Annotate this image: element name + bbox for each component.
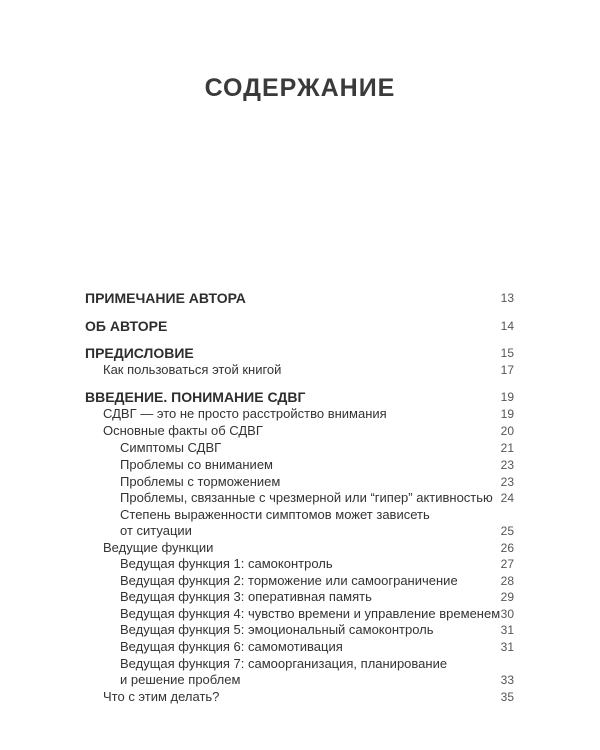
toc-entry-page: 28 xyxy=(500,574,514,588)
toc-entry-page: 26 xyxy=(500,541,514,555)
toc-entry-label: Степень выраженности симптомов может зависеть xyxy=(120,507,430,522)
toc-entry-page: 14 xyxy=(500,319,514,333)
toc-entry-label: Ведущие функции xyxy=(103,540,214,555)
toc-entry-how-to-use[interactable] xyxy=(0,360,600,380)
toc-entry-label: Ведущая функция 7: самоорганизация, планирование xyxy=(120,656,448,671)
toc-entry-label: Ведущая функция 3: оперативная память xyxy=(120,589,372,604)
toc-entry-page: 21 xyxy=(500,441,514,455)
toc-entry-label: Ведущая функция 6: самомотивация xyxy=(120,639,343,654)
toc-entry-label: ПРИМЕЧАНИЕ АВТОРА xyxy=(85,290,246,306)
toc-entry-authors-note[interactable] xyxy=(0,288,600,308)
toc-entry-label: ВВЕДЕНИЕ. ПОНИМАНИЕ СДВГ xyxy=(85,389,306,405)
toc-entry-label: Проблемы с торможением xyxy=(120,474,281,489)
toc-entry-label: ПРЕДИСЛОВИЕ xyxy=(85,345,194,361)
toc-entry-label: Ведущая функция 5: эмоциональный самоконтроль xyxy=(120,622,434,637)
toc-entry-page: 19 xyxy=(500,407,514,421)
toc-entry-label: Симптомы СДВГ xyxy=(120,440,222,455)
toc-entry-page: 31 xyxy=(500,640,514,654)
toc-entry-page: 31 xyxy=(500,623,514,637)
toc-entry-label: СДВГ — это не просто расстройство внимания xyxy=(103,406,387,421)
toc-entry-page: 19 xyxy=(500,390,514,404)
toc-entry-page: 20 xyxy=(500,424,514,438)
toc-entry-page: 17 xyxy=(500,363,514,377)
toc-entry-label: Ведущая функция 2: торможение или самоограничение xyxy=(120,573,458,588)
toc-entry-page: 27 xyxy=(500,557,514,571)
toc-entry-label: от ситуации xyxy=(120,523,192,538)
toc-entry-label: Проблемы со вниманием xyxy=(120,457,273,472)
toc-entry-label: Основные факты об СДВГ xyxy=(103,423,263,438)
toc-entry-label: Что с этим делать? xyxy=(103,689,220,704)
toc-entry-page: 29 xyxy=(500,590,514,604)
toc-entry-page: 35 xyxy=(500,690,514,704)
toc-entry-label: Проблемы, связанные с чрезмерной или “гипер” активностью xyxy=(120,490,493,505)
toc-entry-label: ОБ АВТОРЕ xyxy=(85,318,168,334)
toc-entry-label: Ведущая функция 4: чувство времени и управление временем xyxy=(120,606,501,621)
toc-entry-label: Как пользоваться этой книгой xyxy=(103,362,282,377)
toc-entry-label: Ведущая функция 1: самоконтроль xyxy=(120,556,333,571)
toc-entry-page: 30 xyxy=(500,607,514,621)
toc-entry-page: 33 xyxy=(500,673,514,687)
toc-entry-label: и решение проблем xyxy=(120,672,241,687)
toc-entry-page: 15 xyxy=(500,346,514,360)
toc-entry-page: 13 xyxy=(500,291,514,305)
toc-entry[interactable] xyxy=(0,687,600,707)
toc-entry-page: 24 xyxy=(500,491,514,505)
toc-entry-page: 25 xyxy=(500,524,514,538)
toc-entry-about-author[interactable] xyxy=(0,316,600,336)
page-title: СОДЕРЖАНИЕ xyxy=(204,74,396,102)
toc-entry-page: 23 xyxy=(500,475,514,489)
toc-entry-page: 23 xyxy=(500,458,514,472)
